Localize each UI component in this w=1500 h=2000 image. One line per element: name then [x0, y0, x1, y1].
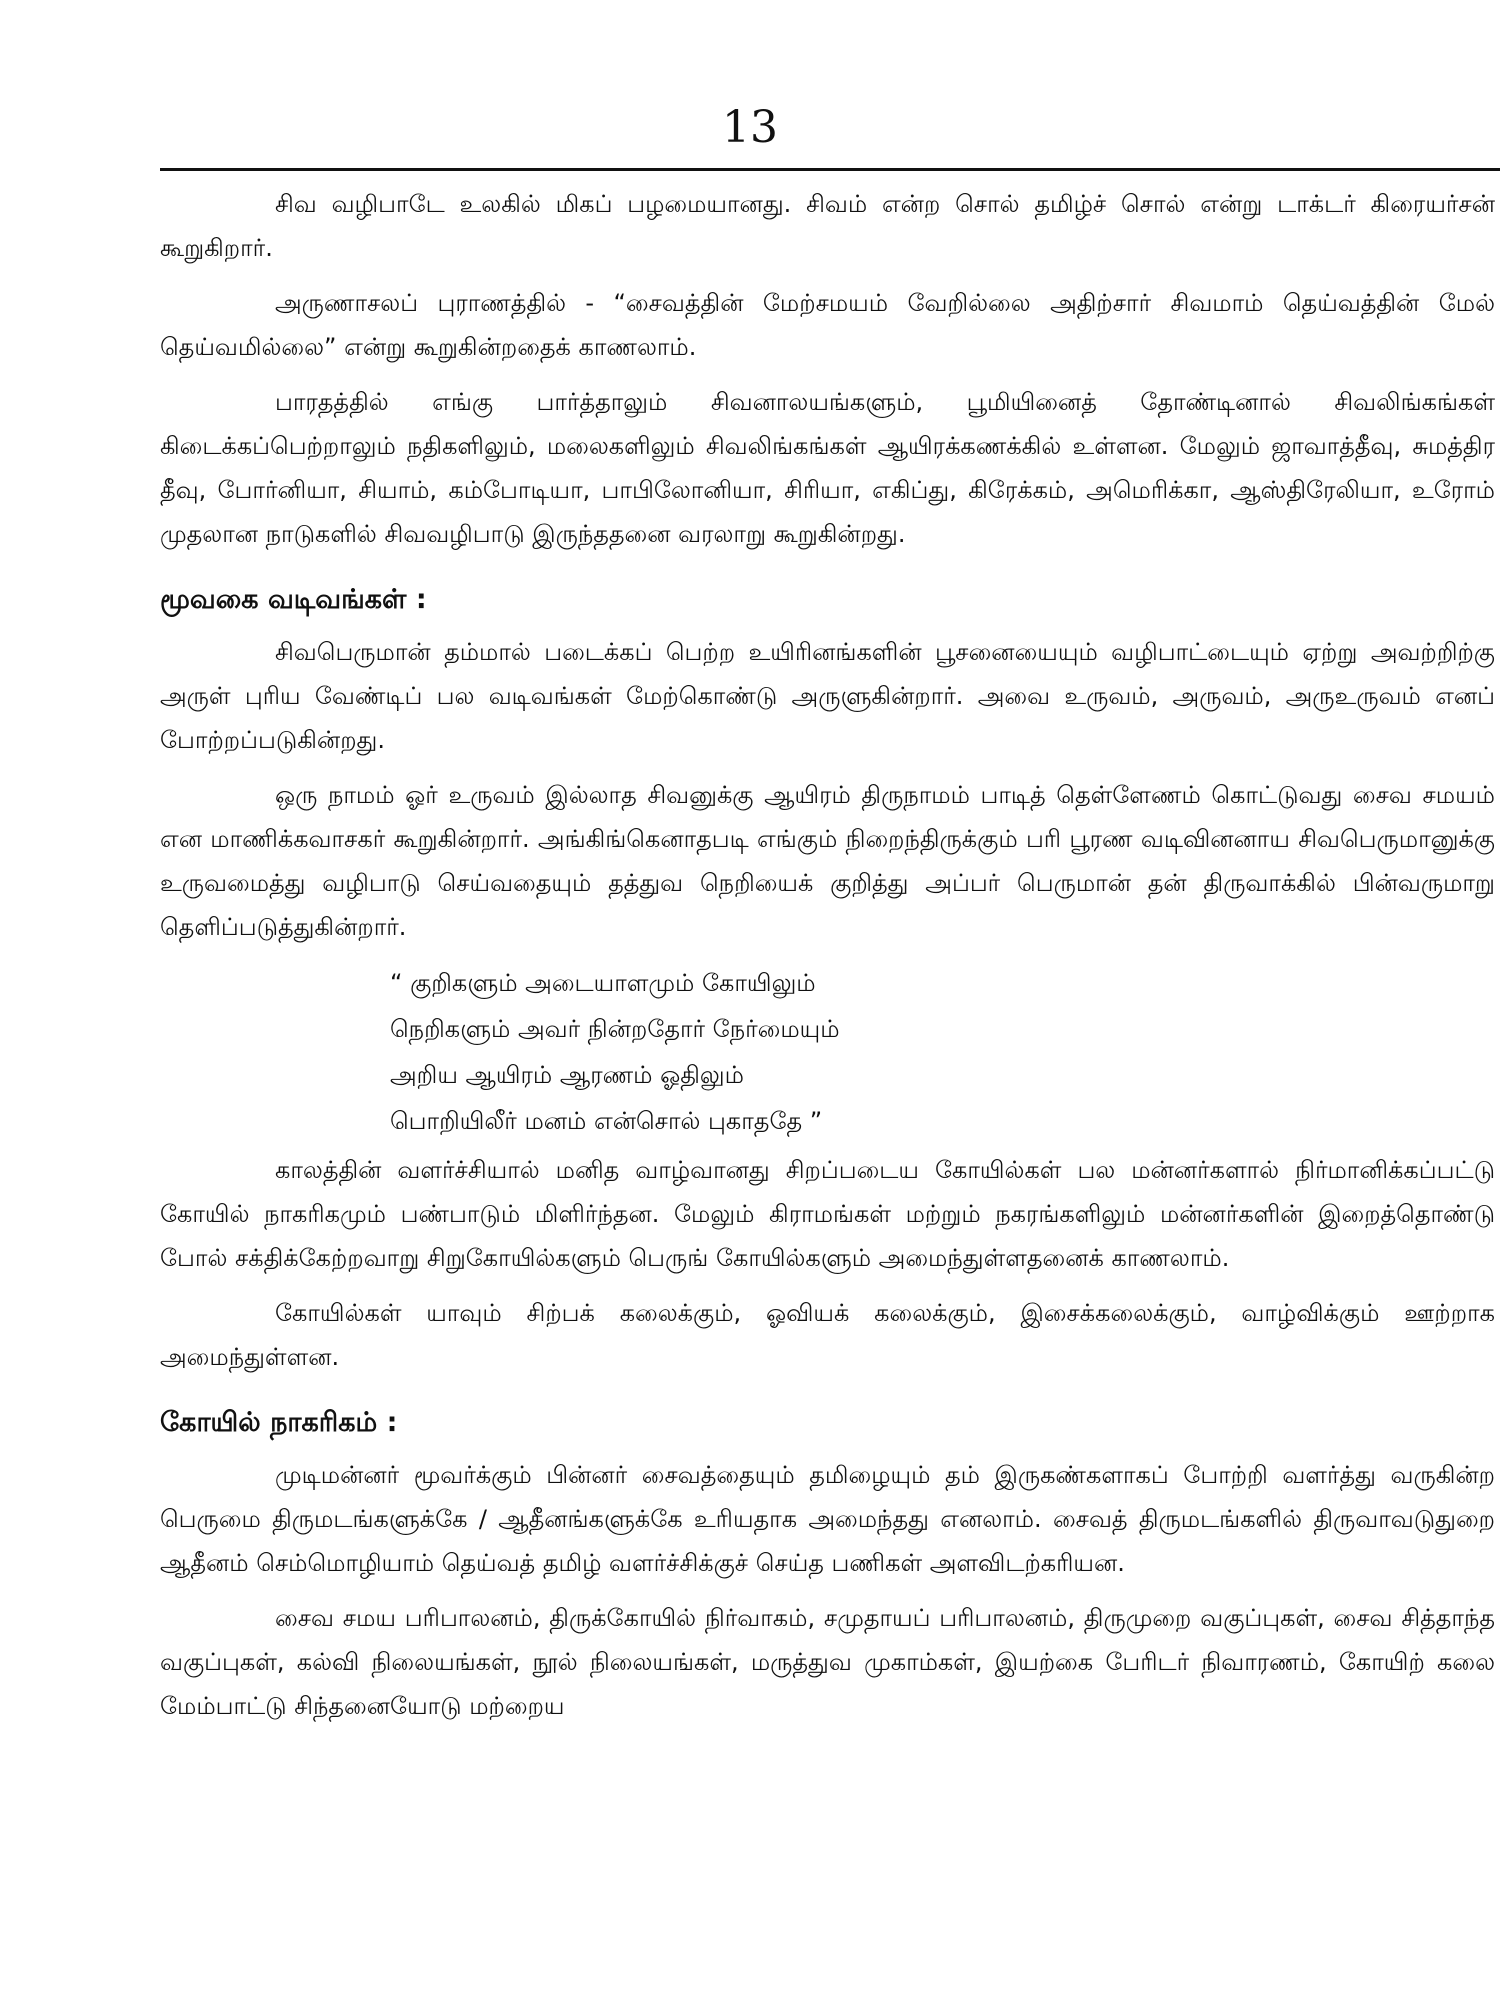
verse-line: நெறிகளும் அவர் நின்றதோர் நேர்மையும் [390, 1015, 840, 1043]
paragraph-7: கோயில்கள் யாவும் சிற்பக் கலைக்கும், ஓவியக் கலைக்கும், இசைக்கலைக்கும், வாழ்விக்கும் ஊற்றாக அமைந்துள்ளன. [160, 1299, 1495, 1371]
verse-line: அறிய ஆயிரம் ஆரணம் ஓதிலும் [390, 1061, 744, 1089]
section-heading-forms: மூவகை வடிவங்கள் : [160, 584, 427, 615]
paragraph-6: காலத்தின் வளர்ச்சியால் மனித வாழ்வானது சிறப்படைய கோயில்கள் பல மன்னர்களால் நிர்மானிக்கப்பட்டு கோயில் நாகரிகமும் பண்பாடும் மிளிர்ந்தன. மேலும் கிராமங்கள் மற்றும் நகரங்களிலும் மன்னர்களின் இறைத்தொண்டு போல் சக்திக்கேற்றவாறு சிறுகோயில்களும் பெருங் கோயில்களும் அமைந்துள்ளதனைக் காணலாம். [160, 1156, 1495, 1272]
paragraph-4: சிவபெருமான் தம்மால் படைக்கப் பெற்ற உயிரினங்களின் பூசனையையும் வழிபாட்டையும் ஏற்று அவற்றிற்கு அருள் புரிய வேண்டிப் பல வடிவங்கள் மேற்கொண்டு அருளுகின்றார். அவை உருவம், அருவம், அருஉருவம் எனப் போற்றப்படுகின்றது. [160, 638, 1495, 754]
paragraph-1: சிவ வழிபாடே உலகில் மிகப் பழமையானது. சிவம் என்ற சொல் தமிழ்ச் சொல் என்று டாக்டர் கிரையர்சன் கூறுகிறார். [160, 190, 1495, 262]
paragraph-9: சைவ சமய பரிபாலனம், திருக்கோயில் நிர்வாகம், சமுதாயப் பரிபாலனம், திருமுறை வகுப்புகள், சைவ சித்தாந்த வகுப்புகள், கல்வி நிலையங்கள், நூல் நிலையங்கள், மருத்துவ முகாம்கள், இயற்கை பேரிடர் நிவாரணம், கோயிற் கலை மேம்பாட்டு சிந்தனையோடு மற்றைய [160, 1604, 1495, 1720]
verse-line: பொறியிலீர் மனம் என்சொல் புகாததே ” [390, 1107, 823, 1135]
paragraph-2: அருணாசலப் புராணத்தில் - “சைவத்தின் மேற்சமயம் வேறில்லை அதிற்சார் சிவமாம் தெய்வத்தின் மேல் தெய்வமில்லை” என்று கூறுகின்றதைக் காணலாம். [160, 289, 1495, 361]
verse-line: “ குறிகளும் அடையாளமும் கோயிலும் [390, 969, 816, 997]
verse-block [160, 960, 1495, 1144]
page-content [160, 182, 1495, 1739]
paragraph-5: ஒரு நாமம் ஓர் உருவம் இல்லாத சிவனுக்கு ஆயிரம் திருநாமம் பாடித் தெள்ளேணம் கொட்டுவது சைவ சமயம் என மாணிக்கவாசகர் கூறுகின்றார். அங்கிங்கெனாதபடி எங்கும் நிறைந்திருக்கும் பரி பூரண வடிவினனாய சிவபெருமானுக்கு உருவமைத்து வழிபாடு செய்வதையும் தத்துவ நெறியைக் குறித்து அப்பர் பெருமான் தன் திருவாக்கில் பின்வருமாறு தெளிப்படுத்துகின்றார். [160, 781, 1495, 941]
page-number: 13 [722, 102, 778, 153]
section-heading-temple-culture: கோயில் நாகரிகம் : [160, 1407, 398, 1438]
header-rule [160, 168, 1500, 171]
paragraph-8: முடிமன்னர் மூவர்க்கும் பின்னர் சைவத்தையும் தமிழையும் தம் இருகண்களாகப் போற்றி வளர்த்து வருகின்ற பெருமை திருமடங்களுக்கே / ஆதீனங்களுக்கே உரியதாக அமைந்தது எனலாம். சைவத் திருமடங்களில் திருவாவடுதுறை ஆதீனம் செம்மொழியாம் தெய்வத் தமிழ் வளர்ச்சிக்குச் செய்த பணிகள் அளவிடற்கரியன. [160, 1461, 1495, 1577]
paragraph-3: பாரதத்தில் எங்கு பார்த்தாலும் சிவனாலயங்களும், பூமியினைத் தோண்டினால் சிவலிங்கங்கள் கிடைக்கப்பெற்றாலும் நதிகளிலும், மலைகளிலும் சிவலிங்கங்கள் ஆயிரக்கணக்கில் உள்ளன. மேலும் ஜாவாத்தீவு, சுமத்திர தீவு, போர்னியா, சியாம், கம்போடியா, பாபிலோனியா, சிரியா, எகிப்து, கிரேக்கம், அமெரிக்கா, ஆஸ்திரேலியா, உரோம் முதலான நாடுகளில் சிவவழிபாடு இருந்ததனை வரலாறு கூறுகின்றது. [160, 388, 1495, 548]
